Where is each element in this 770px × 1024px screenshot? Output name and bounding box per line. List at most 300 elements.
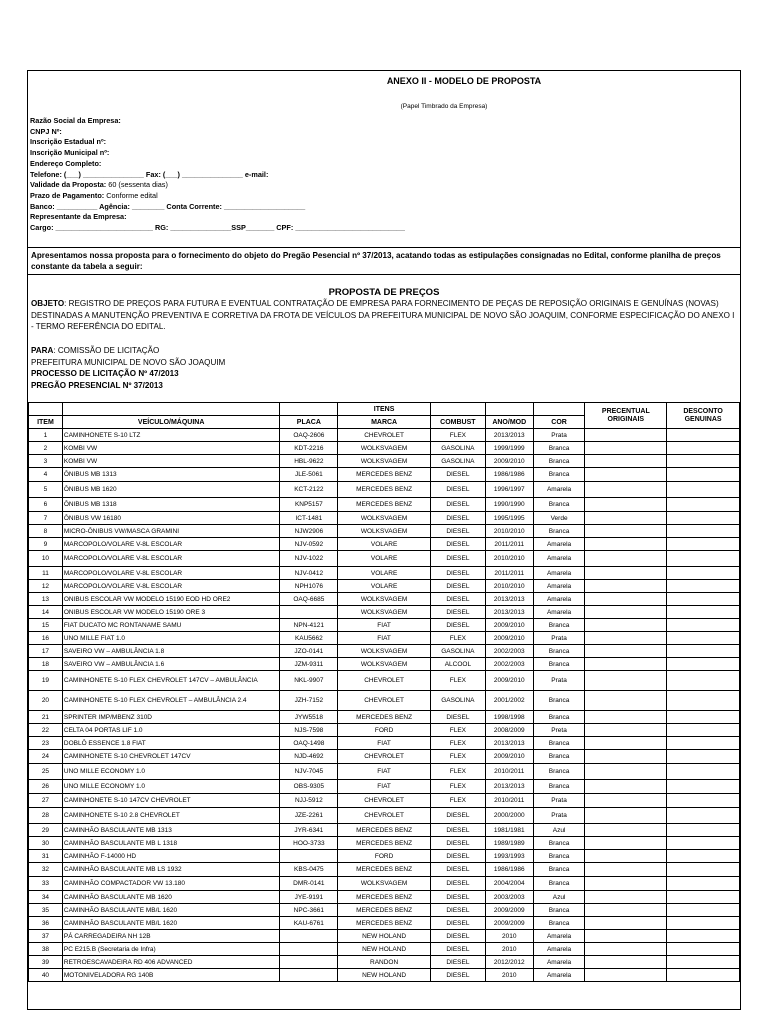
cell-cor: Amarela	[533, 593, 585, 606]
cell-item: 9	[29, 538, 63, 551]
table-row	[29, 837, 740, 850]
cell-veiculo: CAMINHÃO F-14000 HD	[62, 850, 280, 863]
field-label: Representante da Empresa:	[30, 212, 127, 222]
cell-combust: DIESEL	[430, 863, 485, 877]
cell-combust: DIESEL	[430, 891, 485, 904]
field-label: CNPJ Nº:	[30, 126, 62, 136]
cell-precentual	[585, 567, 667, 580]
para-line4: PREGÃO PRESENCIAL Nº 37/2013	[31, 380, 163, 390]
vehicle-table-body	[29, 429, 740, 982]
cell-precentual	[585, 794, 667, 808]
table-row	[29, 780, 740, 794]
cell-item: 22	[29, 724, 63, 737]
cell-item: 16	[29, 632, 63, 645]
cell-cor: Verde	[533, 512, 585, 525]
cell-item: 11	[29, 567, 63, 580]
cell-veiculo: CAMINHÃO COMPACTADOR VW 13.180	[62, 877, 280, 891]
para-block	[31, 345, 225, 391]
cell-veiculo: MARCOPOLO/VOLARE V-8L ESCOLAR	[62, 580, 280, 593]
field-label: Inscrição Estadual nº:	[30, 137, 107, 147]
cell-desconto	[667, 711, 740, 724]
cell-precentual	[585, 943, 667, 956]
cell-desconto	[667, 956, 740, 969]
cell-placa: OAQ-1498	[280, 737, 338, 750]
cell-item: 35	[29, 904, 63, 917]
cell-veiculo: UNO MILLE ECONOMY 1.0	[62, 780, 280, 794]
cell-precentual	[585, 455, 667, 468]
cell-placa	[280, 930, 338, 943]
table-row	[29, 877, 740, 891]
cell-desconto	[667, 551, 740, 567]
cell-precentual	[585, 512, 667, 525]
cell-cor: Prata	[533, 671, 585, 691]
cell-anomod: 1998/1998	[485, 711, 533, 724]
cell-cor: Amarela	[533, 930, 585, 943]
cell-combust: FLEX	[430, 671, 485, 691]
cell-cor: Amarela	[533, 580, 585, 593]
cell-cor: Branca	[533, 850, 585, 863]
cell-combust: DIESEL	[430, 850, 485, 863]
table-row	[29, 863, 740, 877]
cell-precentual	[585, 711, 667, 724]
cell-marca: WOLKSVAGEM	[338, 877, 431, 891]
cell-cor: Branca	[533, 691, 585, 711]
field-label: Validade da Proposta:	[30, 180, 107, 190]
cell-placa: JZM-9311	[280, 658, 338, 671]
cell-placa: ICT-1481	[280, 512, 338, 525]
cell-combust: DIESEL	[430, 551, 485, 567]
cell-anomod: 1981/1981	[485, 824, 533, 837]
cell-cor: Branca	[533, 764, 585, 780]
cell-item: 26	[29, 780, 63, 794]
cell-item: 19	[29, 671, 63, 691]
cell-veiculo: KOMBI VW	[62, 442, 280, 455]
cell-anomod: 1996/1997	[485, 482, 533, 498]
cell-marca: MERCEDES BENZ	[338, 863, 431, 877]
table-row	[29, 850, 740, 863]
header-item: ITEM	[29, 416, 63, 429]
cell-placa: JYW5518	[280, 711, 338, 724]
cell-anomod: 2013/2013	[485, 737, 533, 750]
cell-combust: FLEX	[430, 429, 485, 442]
cell-placa: OBS-9305	[280, 780, 338, 794]
cell-placa: HBL-9622	[280, 455, 338, 468]
cell-cor: Branca	[533, 645, 585, 658]
cell-cor: Branca	[533, 498, 585, 512]
header-cor: COR	[533, 416, 585, 429]
cell-precentual	[585, 442, 667, 455]
cell-item: 40	[29, 969, 63, 982]
table-row	[29, 580, 740, 593]
field-row	[30, 127, 405, 138]
field-label: Prazo de Pagamento:	[30, 190, 105, 200]
anexo-title: ANEXO II - MODELO DE PROPOSTA	[386, 76, 542, 86]
cell-veiculo: FIAT DUCATO MC RONTANAME SAMU	[62, 619, 280, 632]
objeto-text	[31, 298, 736, 333]
table-row	[29, 455, 740, 468]
cell-precentual	[585, 593, 667, 606]
cell-marca: WOLKSVAGEM	[338, 455, 431, 468]
cell-item: 21	[29, 711, 63, 724]
cell-anomod: 2013/2013	[485, 429, 533, 442]
intro-text: Apresentamos nossa proposta para o fornecimento do objeto do Pregão Pesencial nº 37/2013, acatando todas as estipulações consignadas no Edital, conforme planilha de preços constante da tabela a seguir:	[31, 251, 721, 271]
cell-cor: Branca	[533, 619, 585, 632]
cell-placa: NJV-1022	[280, 551, 338, 567]
table-row	[29, 956, 740, 969]
cell-anomod: 2002/2003	[485, 658, 533, 671]
cell-item: 6	[29, 498, 63, 512]
cell-placa: JZH-7152	[280, 691, 338, 711]
cell-desconto	[667, 468, 740, 482]
cell-precentual	[585, 956, 667, 969]
cell-veiculo: ÔNIBUS MB 1318	[62, 498, 280, 512]
header-desconto: DESCONTO GENUINAS	[667, 403, 740, 429]
cell-marca: FIAT	[338, 780, 431, 794]
cell-placa	[280, 956, 338, 969]
itens-header: ITENS	[338, 403, 431, 416]
table-row	[29, 551, 740, 567]
cell-precentual	[585, 551, 667, 567]
table-row	[29, 930, 740, 943]
cell-combust: DIESEL	[430, 943, 485, 956]
cell-marca: WOLKSVAGEM	[338, 658, 431, 671]
cell-anomod: 2010/2010	[485, 580, 533, 593]
cell-precentual	[585, 498, 667, 512]
cell-precentual	[585, 645, 667, 658]
cell-marca: MERCEDES BENZ	[338, 482, 431, 498]
cell-veiculo: RETROESCAVADEIRA RD 406 ADVANCED	[62, 956, 280, 969]
cell-marca: FIAT	[338, 619, 431, 632]
cell-precentual	[585, 482, 667, 498]
cell-cor: Amarela	[533, 969, 585, 982]
cell-precentual	[585, 808, 667, 824]
cell-anomod: 2001/2002	[485, 691, 533, 711]
table-row	[29, 482, 740, 498]
cell-marca: WOLKSVAGEM	[338, 442, 431, 455]
cell-veiculo: ÔNIBUS MB 1313	[62, 468, 280, 482]
field-row	[30, 223, 405, 234]
cell-precentual	[585, 538, 667, 551]
field-row	[30, 191, 405, 202]
para-line3: PROCESSO DE LICITAÇÃO Nº 47/2013	[31, 369, 179, 378]
table-row	[29, 645, 740, 658]
cell-combust: GASOLINA	[430, 455, 485, 468]
field-value: 60 (sessenta dias)	[106, 180, 168, 190]
cell-anomod: 2011/2011	[485, 567, 533, 580]
document-frame	[27, 70, 741, 1010]
cell-item: 10	[29, 551, 63, 567]
cell-item: 30	[29, 837, 63, 850]
cell-item: 25	[29, 764, 63, 780]
cell-cor: Amarela	[533, 482, 585, 498]
cell-anomod: 2009/2010	[485, 632, 533, 645]
cell-combust: DIESEL	[430, 877, 485, 891]
cell-item: 17	[29, 645, 63, 658]
cell-item: 23	[29, 737, 63, 750]
cell-cor: Branca	[533, 525, 585, 538]
cell-marca: MERCEDES BENZ	[338, 904, 431, 917]
table-row	[29, 737, 740, 750]
table-row	[29, 632, 740, 645]
cell-desconto	[667, 619, 740, 632]
cell-anomod: 2009/2009	[485, 917, 533, 930]
cell-item: 31	[29, 850, 63, 863]
table-row	[29, 794, 740, 808]
cell-desconto	[667, 512, 740, 525]
cell-veiculo: MARCOPOLO/VOLARE V-8L ESCOLAR	[62, 551, 280, 567]
cell-veiculo: SAVEIRO VW – AMBULÂNCIA 1.8	[62, 645, 280, 658]
cell-veiculo: PC E215.B (Secretaria de Infra)	[62, 943, 280, 956]
cell-desconto	[667, 671, 740, 691]
cell-anomod: 1995/1995	[485, 512, 533, 525]
cell-precentual	[585, 824, 667, 837]
cell-marca: MERCEDES BENZ	[338, 837, 431, 850]
cell-anomod: 2010/2011	[485, 764, 533, 780]
cell-marca: CHEVROLET	[338, 808, 431, 824]
cell-combust: DIESEL	[430, 538, 485, 551]
cell-veiculo: CAMINHÃO BASCULANTE MB 1313	[62, 824, 280, 837]
cell-marca: MERCEDES BENZ	[338, 824, 431, 837]
cell-marca: WOLKSVAGEM	[338, 606, 431, 619]
table-row	[29, 824, 740, 837]
cell-veiculo: CAMINHONETE S-10 LTZ	[62, 429, 280, 442]
cell-desconto	[667, 482, 740, 498]
cell-anomod: 1989/1989	[485, 837, 533, 850]
cell-veiculo: MARCOPOLO/VOLARE V-8L ESCOLAR	[62, 538, 280, 551]
cell-desconto	[667, 780, 740, 794]
cell-placa: JYE-9191	[280, 891, 338, 904]
cell-precentual	[585, 863, 667, 877]
cell-veiculo: MARCOPOLO/VOLARE V-8L ESCOLAR	[62, 567, 280, 580]
cell-desconto	[667, 764, 740, 780]
cell-precentual	[585, 619, 667, 632]
table-row	[29, 724, 740, 737]
header-placa: PLACA	[280, 416, 338, 429]
cell-veiculo: CAMINHONETE S-10 CHEVROLET 147CV	[62, 750, 280, 764]
cell-precentual	[585, 658, 667, 671]
cell-anomod: 2009/2010	[485, 750, 533, 764]
cell-desconto	[667, 645, 740, 658]
field-label: Inscrição Municipal nº:	[30, 148, 110, 158]
cell-combust: DIESEL	[430, 619, 485, 632]
cell-item: 29	[29, 824, 63, 837]
cell-desconto	[667, 429, 740, 442]
cell-cor: Branca	[533, 442, 585, 455]
table-row	[29, 671, 740, 691]
cell-precentual	[585, 837, 667, 850]
cell-combust: FLEX	[430, 780, 485, 794]
cell-desconto	[667, 891, 740, 904]
table-row	[29, 525, 740, 538]
cell-combust: DIESEL	[430, 580, 485, 593]
cell-desconto	[667, 794, 740, 808]
cell-combust: DIESEL	[430, 711, 485, 724]
cell-cor: Amarela	[533, 606, 585, 619]
cell-precentual	[585, 930, 667, 943]
table-row	[29, 658, 740, 671]
cell-precentual	[585, 969, 667, 982]
cell-desconto	[667, 877, 740, 891]
cell-cor: Branca	[533, 863, 585, 877]
cell-cor: Preta	[533, 724, 585, 737]
cell-desconto	[667, 658, 740, 671]
cell-combust: DIESEL	[430, 468, 485, 482]
cell-cor: Branca	[533, 877, 585, 891]
cell-desconto	[667, 943, 740, 956]
cell-desconto	[667, 593, 740, 606]
cell-veiculo: CAMINHONETE S-10 2.8 CHEVROLET	[62, 808, 280, 824]
cell-cor: Branca	[533, 837, 585, 850]
cell-desconto	[667, 606, 740, 619]
cell-marca: CHEVROLET	[338, 794, 431, 808]
cell-veiculo: ONIBUS ESCOLAR VW MODELO 15190 EOD HD ORE2	[62, 593, 280, 606]
cell-item: 3	[29, 455, 63, 468]
cell-marca: FIAT	[338, 632, 431, 645]
cell-combust: DIESEL	[430, 808, 485, 824]
cell-veiculo: CAMINHONETE S-10 147CV CHEVROLET	[62, 794, 280, 808]
cell-anomod: 2003/2003	[485, 891, 533, 904]
cell-combust: FLEX	[430, 764, 485, 780]
papel-timbrado: (Papel Timbrado da Empresa)	[400, 103, 488, 110]
cell-anomod: 2010	[485, 930, 533, 943]
cell-item: 37	[29, 930, 63, 943]
cell-marca: WOLKSVAGEM	[338, 645, 431, 658]
cell-desconto	[667, 691, 740, 711]
table-row	[29, 512, 740, 525]
cell-combust: DIESEL	[430, 917, 485, 930]
cell-anomod: 1986/1986	[485, 863, 533, 877]
cell-marca: VOLARE	[338, 580, 431, 593]
cell-combust: DIESEL	[430, 593, 485, 606]
cell-anomod: 2013/2013	[485, 780, 533, 794]
cell-marca: CHEVROLET	[338, 691, 431, 711]
field-row	[30, 180, 405, 191]
cell-placa: NPN-4121	[280, 619, 338, 632]
cell-item: 12	[29, 580, 63, 593]
cell-veiculo: CAMINHONETE S-10 FLEX CHEVROLET – AMBULÂNCIA 2.4	[62, 691, 280, 711]
cell-precentual	[585, 780, 667, 794]
cell-cor: Azul	[533, 891, 585, 904]
cell-cor: Branca	[533, 780, 585, 794]
cell-desconto	[667, 567, 740, 580]
cell-placa: DMR-0141	[280, 877, 338, 891]
cell-anomod: 2000/2000	[485, 808, 533, 824]
field-label: Banco: __________ Agência: ________ Conta Corrente: ____________________	[30, 201, 306, 211]
cell-combust: DIESEL	[430, 837, 485, 850]
cell-item: 24	[29, 750, 63, 764]
field-label: Razão Social da Empresa:	[30, 116, 121, 125]
cell-desconto	[667, 969, 740, 982]
header-marca: MARCA	[338, 416, 431, 429]
cell-placa	[280, 850, 338, 863]
cell-item: 7	[29, 512, 63, 525]
cell-combust: FLEX	[430, 794, 485, 808]
field-row	[30, 137, 405, 148]
table-row	[29, 429, 740, 442]
cell-anomod: 2009/2009	[485, 904, 533, 917]
cell-item: 4	[29, 468, 63, 482]
cell-item: 8	[29, 525, 63, 538]
cell-desconto	[667, 538, 740, 551]
cell-precentual	[585, 724, 667, 737]
cell-veiculo: CAMINHÃO BASCULANTE MB L 1318	[62, 837, 280, 850]
cell-cor: Branca	[533, 737, 585, 750]
cell-anomod: 2013/2013	[485, 593, 533, 606]
cell-desconto	[667, 580, 740, 593]
cell-veiculo: MICRO-ÔNIBUS VW/MASCA GRAMINI	[62, 525, 280, 538]
cell-anomod: 2010	[485, 943, 533, 956]
cell-veiculo: CAMINHÃO BASCULANTE MB/L 1620	[62, 904, 280, 917]
cell-combust: FLEX	[430, 632, 485, 645]
cell-desconto	[667, 930, 740, 943]
cell-marca: FORD	[338, 724, 431, 737]
cell-cor: Amarela	[533, 956, 585, 969]
cell-item: 28	[29, 808, 63, 824]
cell-marca: FORD	[338, 850, 431, 863]
cell-precentual	[585, 632, 667, 645]
cell-placa: JZE-2261	[280, 808, 338, 824]
vehicle-table	[28, 402, 740, 982]
table-row	[29, 593, 740, 606]
cell-veiculo: KOMBI VW	[62, 455, 280, 468]
divider	[28, 247, 740, 248]
cell-placa: KNP5157	[280, 498, 338, 512]
objeto-body: : REGISTRO DE PREÇOS PARA FUTURA E EVENTUAL CONTRATAÇÃO DE EMPRESA PARA FORNECIMENTO DE PEÇAS DE REPOSIÇÃO ORIGINAIS E GENUÍNAS (NOVAS) DESTINADAS A MANUTENÇÃO PREVENTIVA E CORRETIVA DA FROTA DE VEÍCULOS DA PREFEITURA MUNICIPAL DE NOVO SÃO JOAQUIM, CONFORME ESPECIFICAÇÃO DO ANEXO I - TERMO REFERÊNCIA DO EDITAL.	[31, 299, 735, 331]
cell-desconto	[667, 750, 740, 764]
cell-precentual	[585, 429, 667, 442]
cell-marca: VOLARE	[338, 551, 431, 567]
cell-combust: GASOLINA	[430, 691, 485, 711]
cell-cor: Prata	[533, 808, 585, 824]
cell-item: 14	[29, 606, 63, 619]
cell-marca: RANDON	[338, 956, 431, 969]
cell-desconto	[667, 824, 740, 837]
cell-anomod: 2004/2004	[485, 877, 533, 891]
cell-veiculo: DOBLÔ ESSENCE 1.8 FIAT	[62, 737, 280, 750]
divider	[28, 274, 740, 275]
cell-combust: GASOLINA	[430, 645, 485, 658]
cell-item: 20	[29, 691, 63, 711]
cell-precentual	[585, 468, 667, 482]
cell-precentual	[585, 580, 667, 593]
cell-placa: KDT-2216	[280, 442, 338, 455]
cell-combust: DIESEL	[430, 824, 485, 837]
cell-anomod: 2008/2009	[485, 724, 533, 737]
cell-precentual	[585, 850, 667, 863]
table-row	[29, 691, 740, 711]
cell-item: 27	[29, 794, 63, 808]
cell-anomod: 2012/2012	[485, 956, 533, 969]
table-row	[29, 606, 740, 619]
cell-precentual	[585, 750, 667, 764]
cell-marca: MERCEDES BENZ	[338, 891, 431, 904]
cell-anomod: 2010	[485, 969, 533, 982]
cell-anomod: 2010/2010	[485, 525, 533, 538]
cell-marca: VOLARE	[338, 567, 431, 580]
cell-veiculo: MOTONIVELADORA RG 140B	[62, 969, 280, 982]
cell-cor: Amarela	[533, 567, 585, 580]
cell-item: 5	[29, 482, 63, 498]
cell-placa: JZO-0141	[280, 645, 338, 658]
cell-desconto	[667, 442, 740, 455]
cell-precentual	[585, 691, 667, 711]
cell-placa	[280, 606, 338, 619]
cell-cor: Prata	[533, 794, 585, 808]
cell-placa: NJS-7598	[280, 724, 338, 737]
table-row	[29, 891, 740, 904]
field-row	[30, 159, 405, 170]
cell-precentual	[585, 904, 667, 917]
